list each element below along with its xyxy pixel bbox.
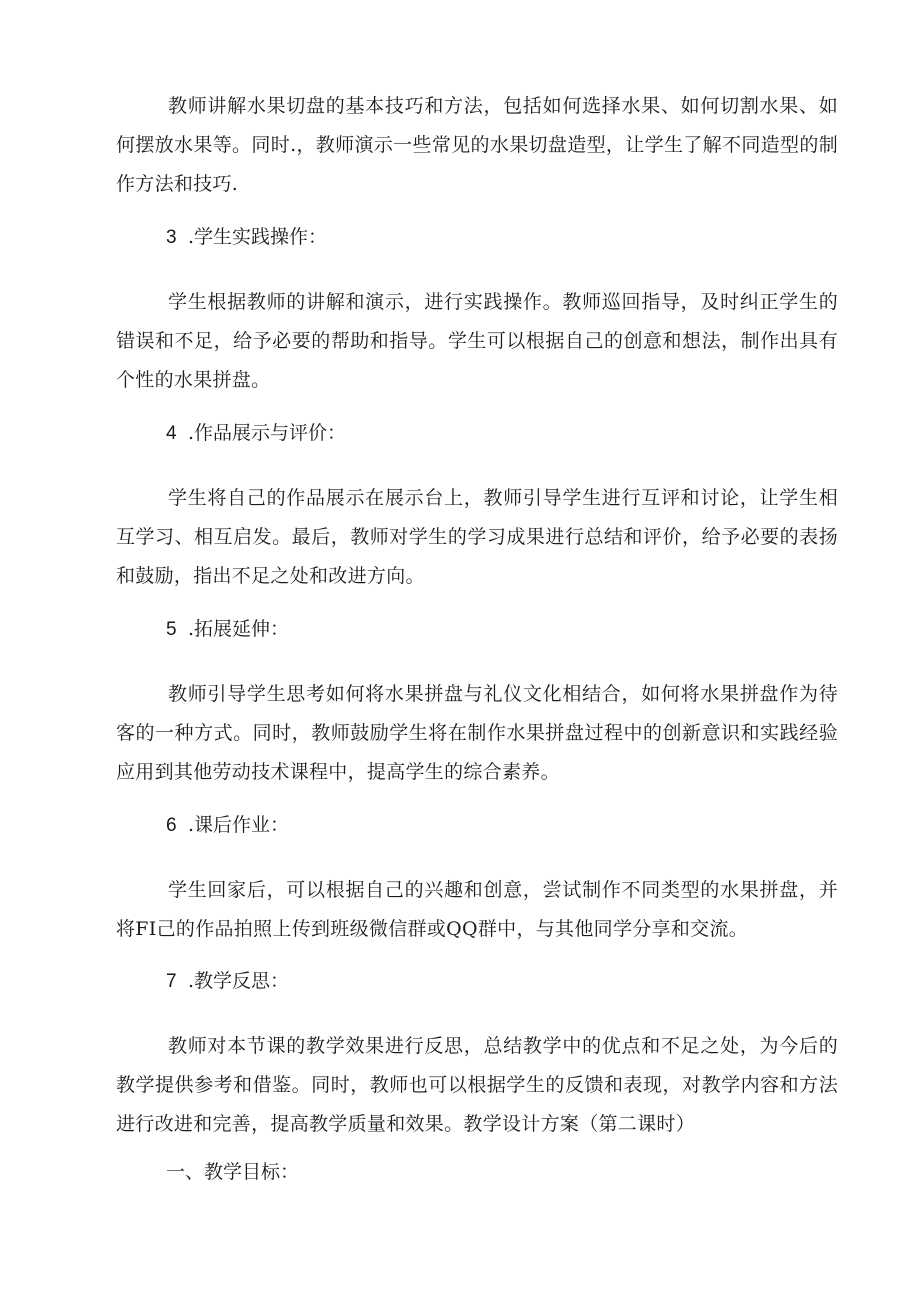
heading-student-practice [166, 222, 327, 253]
heading-text: .作品展示与评价： [188, 422, 347, 444]
paragraph-work-display: 学生将自己的作品展示在展示台上，教师引导学生进行互评和讨论，让学生相互学习、相互启发。最后，教师对学生的学习成果进行总结和评价，给予必要的表扬和鼓励，指出不足之处和改进方向。 [116, 487, 838, 587]
paragraph-reflection: 教师对本节课的教学效果进行反思，总结教学中的优点和不足之处，为今后的教学提供参考和借鉴。同时，教师也可以根据学生的反馈和表现，对教学内容和方法进行改进和完善，提高教学质量和效果。教学设计方案（第二课时） [116, 1035, 838, 1135]
paragraph-teacher-demo: 教师讲解水果切盘的基本技巧和方法，包括如何选择水果、如何切割水果、如何摆放水果等。同时.，教师演示一些常见的水果切盘造型，让学生了解不同造型的制作方法和技巧. [116, 95, 838, 195]
heading-text: .课后作业： [188, 814, 290, 836]
heading-reflection [166, 966, 289, 997]
heading-number: 3 [166, 227, 177, 248]
paragraph-homework: 学生回家后，可以根据自己的兴趣和创意，尝试制作不同类型的水果拼盘，并将FI己的作品拍照上传到班级微信群或QQ群中，与其他同学分享和交流。 [116, 879, 838, 940]
heading-work-display [166, 418, 346, 449]
paragraph-extension: 教师引导学生思考如何将水果拼盘与礼仪文化相结合，如何将水果拼盘作为待客的一种方式。同时，教师鼓励学生将在制作水果拼盘过程中的创新意识和实践经验应用到其他劳动技术课程中，提高学生的综合素养。 [116, 683, 838, 783]
heading-number: 4 [166, 423, 177, 444]
section-title-teaching-objectives: 一、教学目标： [166, 1161, 300, 1183]
heading-text: .拓展延伸： [188, 618, 290, 640]
heading-number: 5 [166, 619, 177, 640]
heading-text: .学生实践操作： [188, 226, 328, 248]
paragraph-student-practice: 学生根据教师的讲解和演示，进行实践操作。教师巡回指导，及时纠正学生的错误和不足，给予必要的帮助和指导。学生可以根据自己的创意和想法，制作出具有个性的水果拼盘。 [116, 291, 838, 391]
heading-extension [166, 614, 289, 645]
heading-number: 7 [166, 971, 177, 992]
heading-text: .教学反思： [188, 970, 290, 992]
heading-number: 6 [166, 815, 177, 836]
heading-homework [166, 810, 289, 841]
